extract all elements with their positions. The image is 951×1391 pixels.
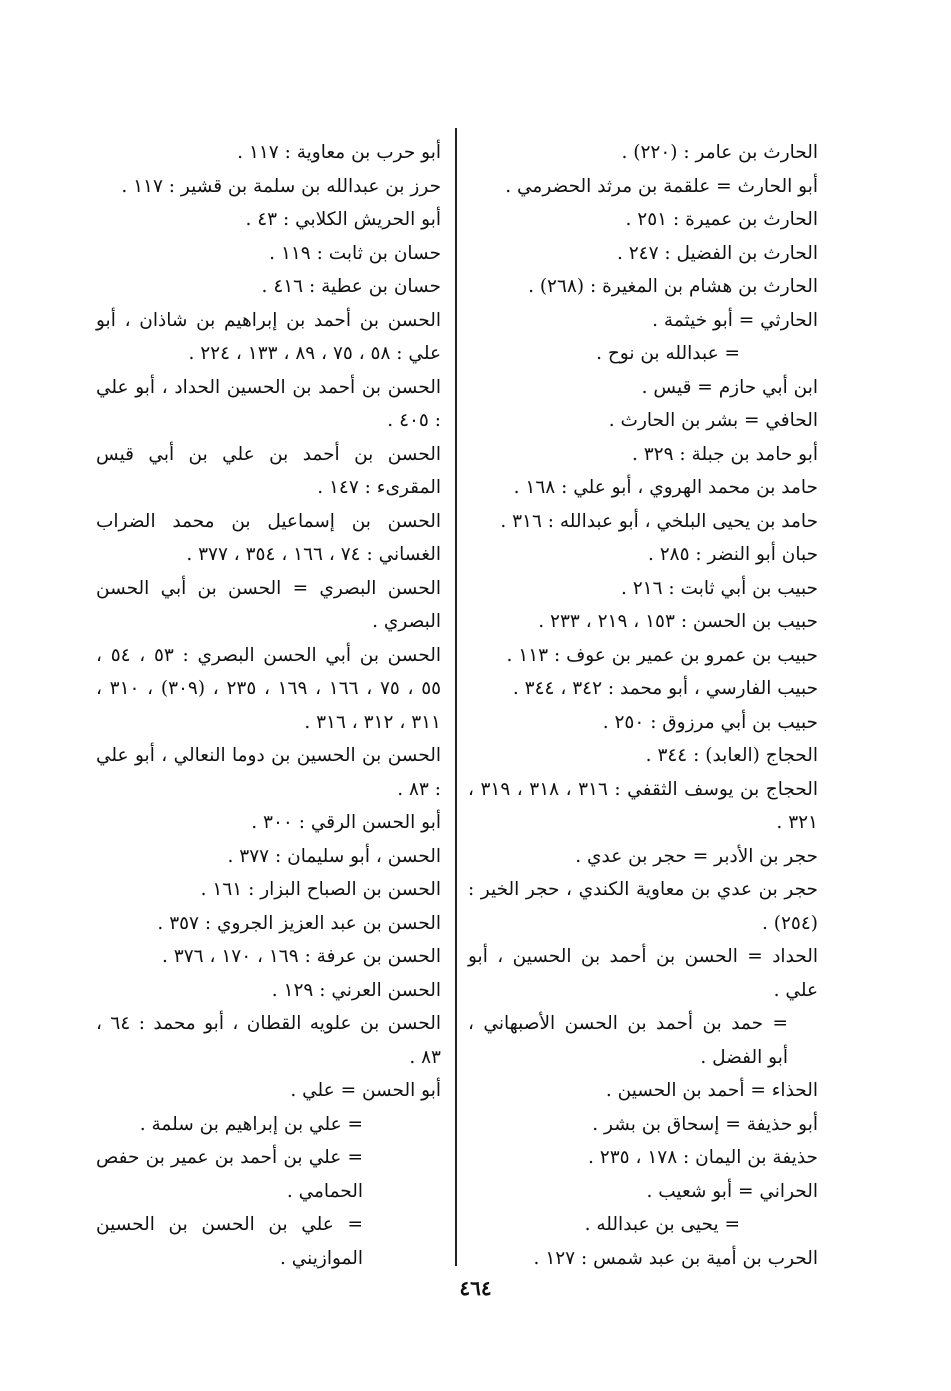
index-entry: حبيب الفارسي ، أبو محمد : ٣٤٢ ، ٣٤٤ .: [512, 678, 818, 699]
index-entry: = علي بن إبراهيم بن سلمة .: [139, 1113, 363, 1135]
column-divider: [455, 128, 457, 1266]
index-entry: الحسن بن أحمد بن الحسين الحداد ، أبو علي : ٤٠٥ .: [96, 376, 441, 431]
index-entry: الحداد = الحسن بن أحمد بن الحسين ، أبو علي .: [468, 946, 818, 1001]
index-entry: حرز بن عبدالله بن سلمة بن قشير : ١١٧ .: [121, 175, 441, 197]
index-entry: حذيفة بن اليمان : ١٧٨ ، ٢٣٥ .: [588, 1147, 818, 1168]
index-entry: الحارث بن الفضيل : ٢٤٧ .: [616, 242, 818, 264]
index-entry: = علي بن الحسن بن الحسين الموازيني .: [96, 1214, 363, 1269]
index-entry: الحرب بن أمية بن عبد شمس : ١٢٧ .: [533, 1247, 818, 1269]
index-entry: الحذاء = أحمد بن الحسين .: [605, 1080, 818, 1101]
index-entry: = حمد بن أحمد بن الحسن الأصبهاني ، أبو الفضل .: [468, 1013, 788, 1068]
index-entry: أبو الحسن = علي .: [290, 1080, 441, 1101]
index-entry: حجر بن الأدبر = حجر بن عدي .: [575, 845, 818, 867]
index-entry: الحسن العرني : ١٢٩ .: [271, 979, 441, 1001]
index-entry: حسان بن عطية : ٤١٦ .: [261, 276, 441, 297]
index-entry: الحافي = بشر بن الحارث .: [608, 410, 818, 431]
index-entry: أبو الحسن الرقي : ٣٠٠ .: [251, 812, 441, 833]
index-entry: ابن أبي حازم = قيس .: [641, 376, 818, 398]
index-entry: حبيب بن أبي مرزوق : ٢٥٠ .: [602, 711, 818, 733]
index-entry: الحسن بن عرفة : ١٦٩ ، ١٧٠ ، ٣٧٦ .: [162, 946, 441, 967]
index-entry: الحجاج بن يوسف الثقفي : ٣١٦ ، ٣١٨ ، ٣١٩ ، ٣٢١ .: [468, 778, 819, 833]
index-entry: الحسن بن أحمد بن علي بن أبي قيس المقرىء : ١٤٧ .: [96, 443, 441, 498]
index-column-left: [96, 136, 441, 1275]
index-entry: الحسن بن علويه القطان ، أبو محمد : ٦٤ ، ٨٣ .: [96, 1013, 441, 1068]
index-entry: = يحيى بن عبدالله .: [584, 1214, 740, 1235]
index-entry: أبو الحارث = علقمة بن مرثد الحضرمي .: [505, 175, 818, 197]
index-entry: الحسن بن الصباح البزار : ١٦١ .: [200, 879, 441, 900]
index-entry: الحارثي = أبو خيثمة .: [652, 309, 818, 331]
index-entry: حامد بن يحيى البلخي ، أبو عبدالله : ٣١٦ .: [500, 510, 818, 532]
index-entry: حبان أبو النضر : ٢٨٥ .: [647, 544, 818, 565]
index-entry: الحسن بن أبي الحسن البصري : ٥٣ ، ٥٤ ، ٥٥ ، ٧٥ ، ١٦٦ ، ١٦٩ ، ٢٣٥ ، (٣٠٩) ، ٣١٠ ، ٣١١ ، ٣١٢ ، ٣١٦ .: [96, 644, 442, 733]
page-number: ٤٦٤: [459, 1276, 492, 1300]
index-entry: حجر بن عدي بن معاوية الكندي ، حجر الخير : (٢٥٤) .: [468, 879, 818, 934]
index-entry: الحراني = أبو شعيب .: [646, 1180, 818, 1202]
index-entry: أبو حذيفة = إسحاق بن بشر .: [592, 1113, 818, 1135]
index-entry: حبيب بن عمرو بن عمير بن عوف : ١١٣ .: [506, 644, 818, 666]
index-entry: حسان بن ثابت : ١١٩ .: [269, 242, 441, 264]
index-entry: الحسن البصري = الحسن بن أبي الحسن البصري .: [96, 577, 441, 632]
index-entry: أبو الحريش الكلابي : ٤٣ .: [245, 209, 441, 230]
index-entry: حامد بن محمد الهروي ، أبو علي : ١٦٨ .: [513, 477, 818, 498]
index-entry: الحسن ، أبو سليمان : ٣٧٧ .: [227, 845, 441, 867]
index-entry: الحارث بن عامر : (٢٢٠) .: [621, 142, 818, 163]
index-entry: أبو حرب بن معاوية : ١١٧ .: [237, 142, 441, 163]
index-entry: الحجاج (العابد) : ٣٤٤ .: [645, 745, 818, 766]
index-entry: حبيب بن الحسن : ١٥٣ ، ٢١٩ ، ٢٣٣ .: [538, 611, 818, 632]
index-entry: أبو حامد بن جبلة : ٣٢٩ .: [631, 443, 818, 465]
index-entry: حبيب بن أبي ثابت : ٢١٦ .: [620, 577, 818, 599]
index-entry: = عبدالله بن نوح .: [596, 343, 740, 364]
index-entry: الحسن بن الحسين بن دوما النعالي ، أبو علي : ٨٣ .: [96, 745, 441, 800]
index-entry: الحسن بن إسماعيل بن محمد الضراب الغساني : ٧٤ ، ١٦٦ ، ٣٥٤ ، ٣٧٧ .: [96, 510, 441, 565]
index-entry: = علي بن أحمد بن عمير بن حفص الحمامي .: [96, 1147, 363, 1202]
index-entry: الحارث بن عميرة : ٢٥١ .: [625, 209, 818, 230]
index-entry: الحسن بن أحمد بن إبراهيم بن شاذان ، أبو علي : ٥٨ ، ٧٥ ، ٨٩ ، ١٣٣ ، ٢٢٤ .: [96, 309, 441, 364]
index-entry: الحسن بن عبد العزيز الجروي : ٣٥٧ .: [157, 912, 441, 934]
index-entry: الحارث بن هشام بن المغيرة : (٢٦٨) .: [528, 276, 818, 297]
index-column-right: [468, 136, 818, 1275]
